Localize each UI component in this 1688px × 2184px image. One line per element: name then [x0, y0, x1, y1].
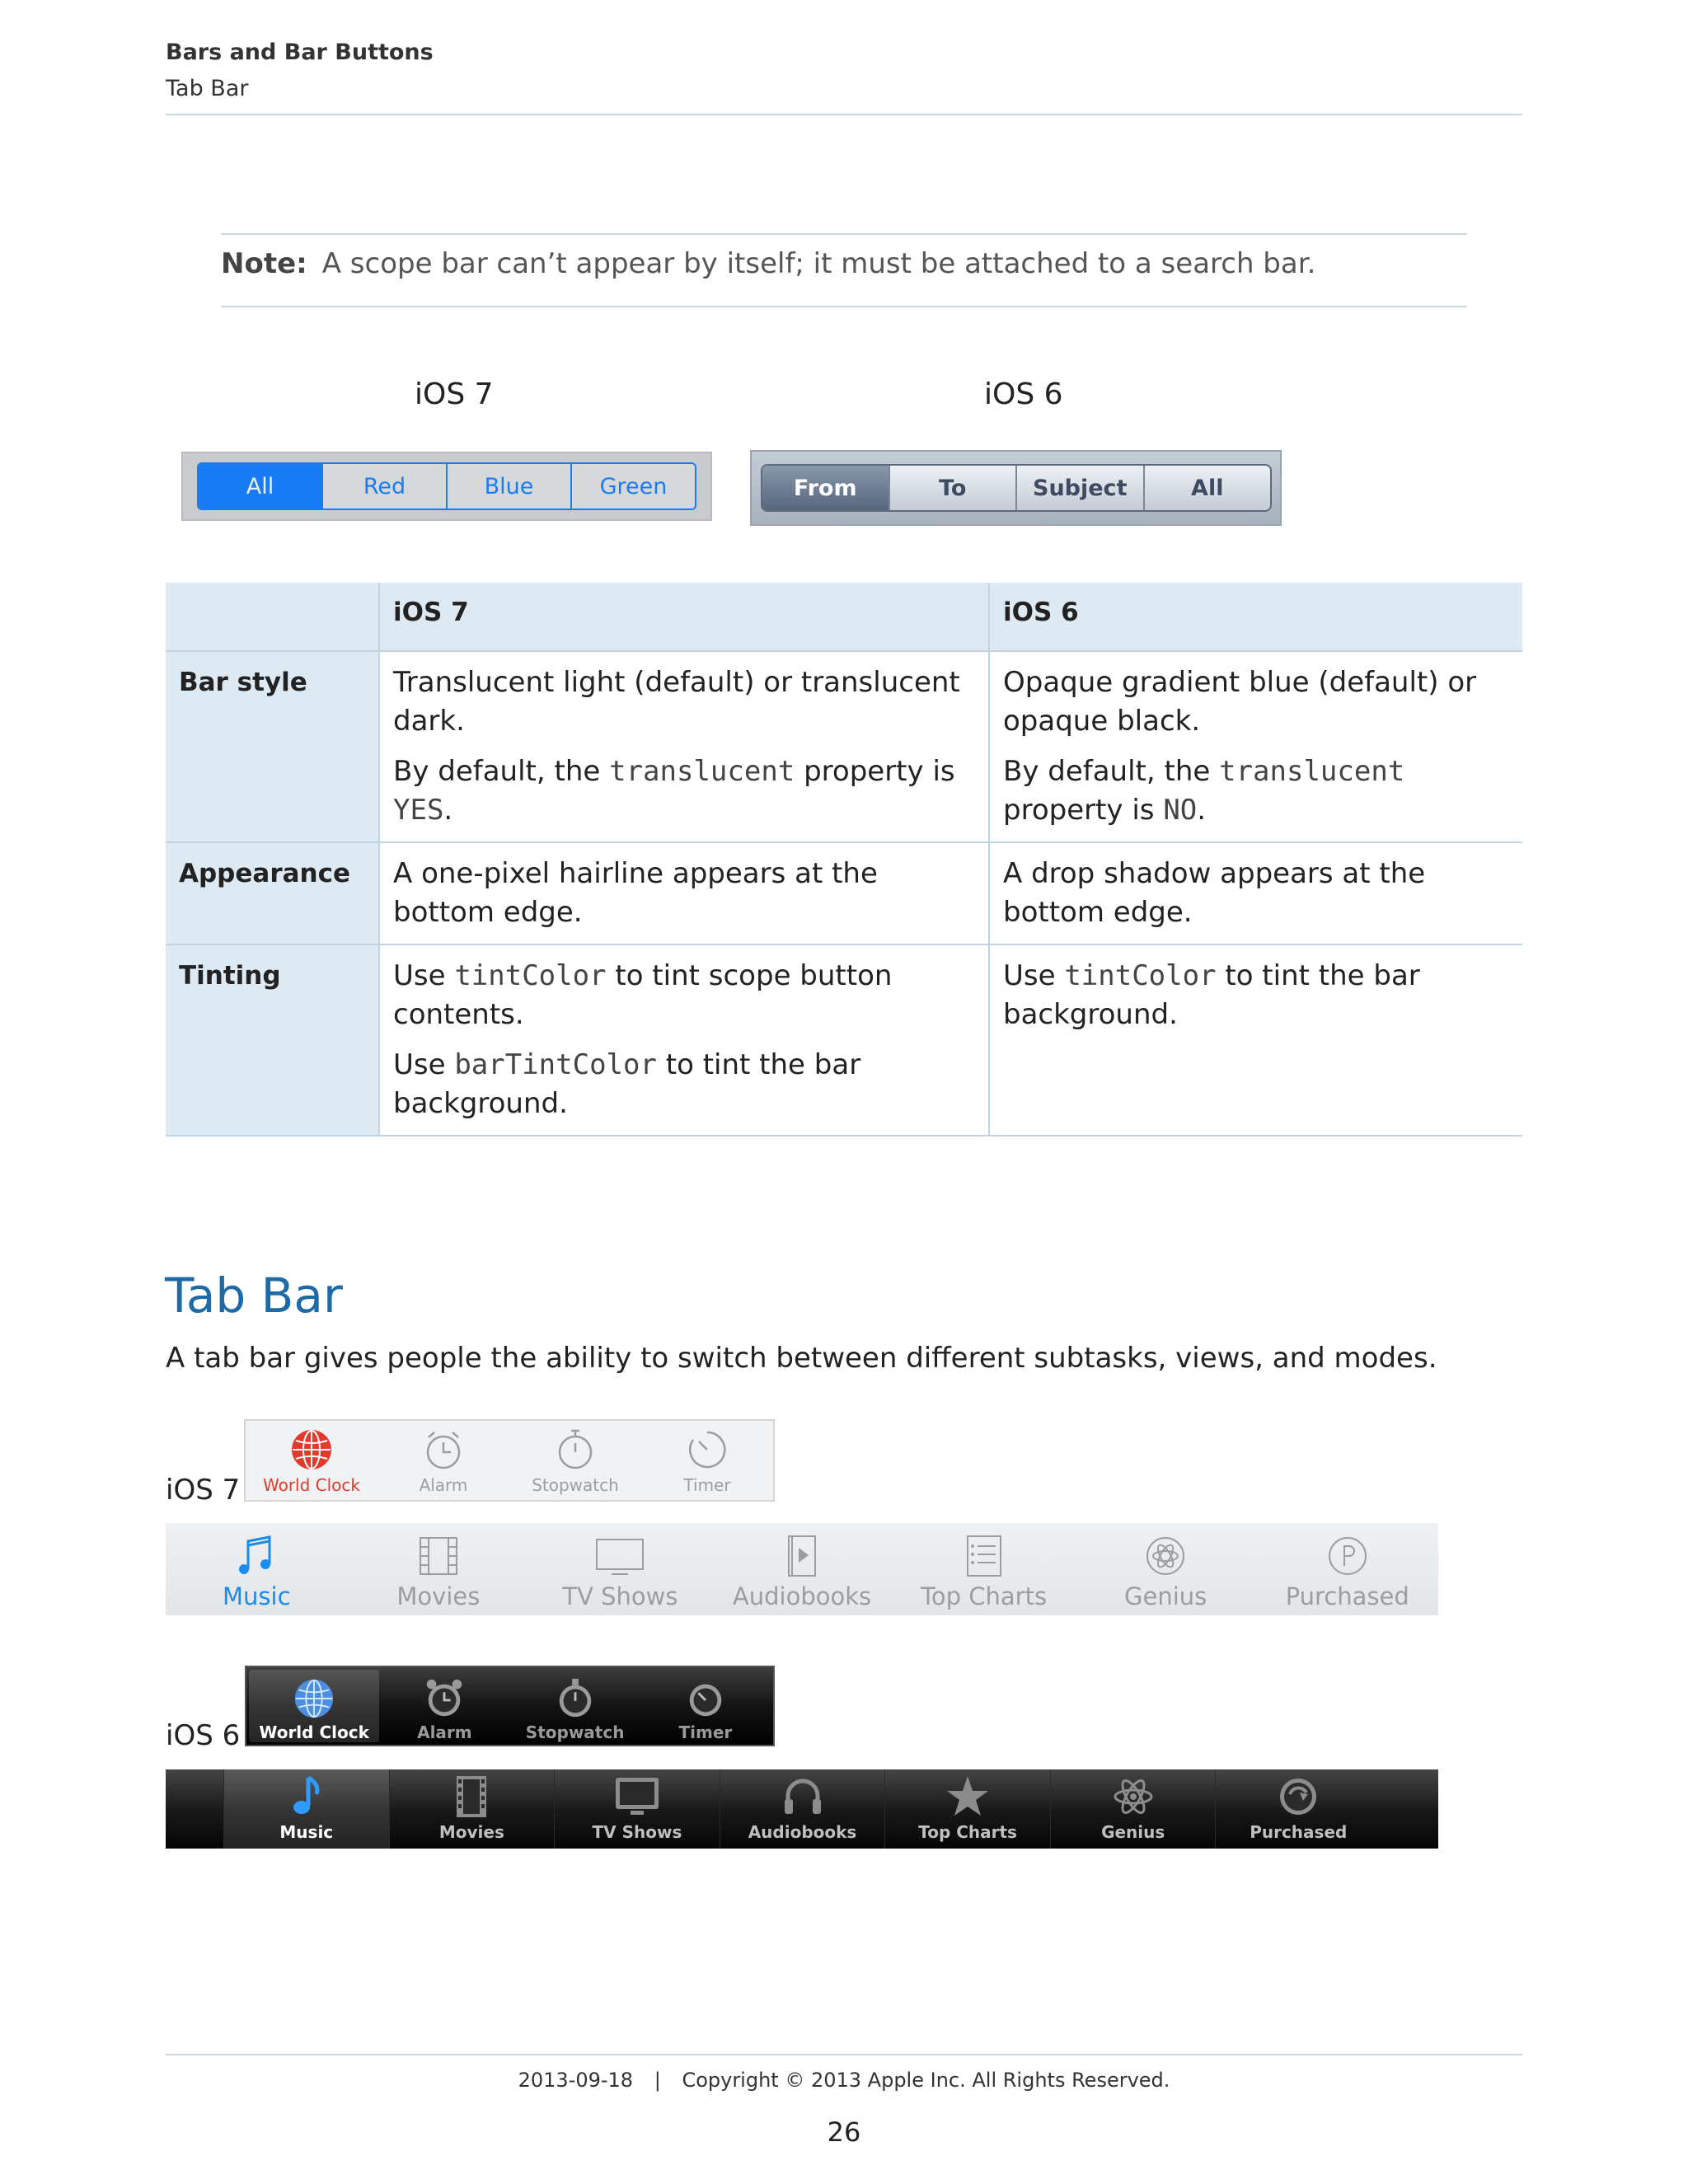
- tab-stopwatch[interactable]: [510, 1670, 640, 1742]
- tab-purchased[interactable]: [1215, 1769, 1381, 1849]
- globe-icon: [289, 1427, 334, 1472]
- tab-label: Alarm: [417, 1722, 472, 1742]
- scope-segment-green[interactable]: Green: [570, 464, 695, 509]
- star-icon: [945, 1773, 991, 1821]
- tab-tv-shows[interactable]: [554, 1769, 720, 1849]
- segmented-control: [197, 462, 696, 510]
- table-row: [166, 944, 1522, 1136]
- footer-separator: |: [654, 2069, 661, 2092]
- segmented-control: [761, 464, 1272, 512]
- scope-bar-ios7: [181, 452, 712, 521]
- scope-segment-red[interactable]: Red: [321, 464, 446, 509]
- note-top-rule: [221, 233, 1467, 235]
- section-heading: Tab Bar: [165, 1268, 343, 1324]
- tab-label: Genius: [1124, 1582, 1207, 1610]
- purchased-icon: [1325, 1533, 1371, 1579]
- scope-segment-all[interactable]: All: [199, 464, 321, 509]
- tv-icon: [593, 1533, 646, 1579]
- note: [221, 247, 1315, 280]
- cell-ios6-bar-style: [989, 651, 1522, 842]
- note-bottom-rule: [221, 306, 1467, 307]
- cell-text: By default, the translucent property is NO.: [1003, 755, 1405, 827]
- tab-stopwatch[interactable]: [509, 1421, 641, 1500]
- scope-ios6-label: iOS 6: [984, 377, 1063, 411]
- tabbar-ios6-label: iOS 6: [166, 1719, 241, 1752]
- cell-text: Use barTintColor to tint the bar background.: [393, 1048, 861, 1120]
- tab-music[interactable]: [223, 1769, 389, 1849]
- tab-bar-ios6-store: [166, 1769, 1438, 1849]
- table-header-empty: [166, 583, 379, 651]
- tab-label: Movies: [396, 1582, 481, 1610]
- cell-text: Use tintColor to tint the bar background.: [1003, 959, 1420, 1031]
- row-label-tinting: Tinting: [166, 944, 379, 1136]
- cell-text: A one-pixel hairline appears at the bottom edge.: [393, 857, 878, 929]
- tab-label: Stopwatch: [532, 1475, 619, 1495]
- timer-icon: [682, 1676, 729, 1721]
- tab-tv-shows[interactable]: [529, 1523, 711, 1615]
- alarm-clock-icon: [421, 1676, 467, 1721]
- tab-bar-ios7-store: [166, 1523, 1438, 1615]
- table-row: [166, 842, 1522, 944]
- tab-bar-ios7-clock: [244, 1419, 775, 1502]
- tab-label: Timer: [678, 1722, 733, 1742]
- film-strip-icon: [448, 1773, 495, 1821]
- section-lead: A tab bar gives people the ability to switch between different subtasks, views, and modes.: [166, 1342, 1437, 1375]
- scope-bar-ios6: [750, 450, 1282, 526]
- tab-movies[interactable]: [348, 1523, 530, 1615]
- doc-subsection-title: Tab Bar: [166, 76, 249, 101]
- stopwatch-icon: [552, 1676, 598, 1721]
- tab-genius[interactable]: [1050, 1769, 1216, 1849]
- tab-label: World Clock: [262, 1475, 360, 1495]
- row-label-appearance: Appearance: [166, 842, 379, 944]
- tab-label: Purchased: [1285, 1582, 1409, 1610]
- tab-alarm[interactable]: [379, 1670, 509, 1742]
- tab-world-clock[interactable]: [249, 1670, 379, 1742]
- table-header-ios7: iOS 7: [379, 583, 989, 651]
- tv-icon: [611, 1773, 663, 1821]
- table-header-ios6: iOS 6: [989, 583, 1522, 651]
- tab-label: Music: [223, 1582, 291, 1610]
- tab-label: Movies: [438, 1822, 504, 1842]
- music-note-icon: [233, 1533, 279, 1579]
- scope-segment-subject[interactable]: Subject: [1015, 466, 1143, 510]
- scope-ios7-label: iOS 7: [415, 377, 494, 411]
- note-label: Note:: [221, 247, 307, 280]
- list-icon: [961, 1533, 1007, 1579]
- tab-label: Audiobooks: [748, 1822, 857, 1842]
- table-header-row: [166, 583, 1522, 651]
- tab-timer[interactable]: [641, 1421, 773, 1500]
- tab-alarm[interactable]: [377, 1421, 509, 1500]
- table-row: [166, 651, 1522, 842]
- cell-text: Use tintColor to tint scope button contents.: [393, 959, 893, 1031]
- tab-music[interactable]: [166, 1523, 348, 1615]
- film-strip-icon: [415, 1533, 462, 1579]
- tab-audiobooks[interactable]: [720, 1769, 885, 1849]
- tab-label: Audiobooks: [732, 1582, 872, 1610]
- tab-label: Alarm: [419, 1475, 468, 1495]
- tab-label: Timer: [683, 1475, 731, 1495]
- tab-bar-ios6-clock: [245, 1666, 775, 1746]
- header-divider: [166, 114, 1522, 115]
- atom-icon: [1110, 1773, 1156, 1821]
- tab-label: Stopwatch: [525, 1722, 625, 1742]
- tab-label: Purchased: [1250, 1822, 1348, 1842]
- page-number: 26: [827, 2116, 861, 2148]
- atom-icon: [1142, 1533, 1189, 1579]
- scope-segment-blue[interactable]: Blue: [446, 464, 570, 509]
- tab-label: World Clock: [259, 1722, 369, 1742]
- scope-segment-to[interactable]: To: [889, 466, 1016, 510]
- tab-top-charts[interactable]: [884, 1769, 1050, 1849]
- cell-ios7-appearance: [379, 842, 989, 944]
- cell-ios7-bar-style: [379, 651, 989, 842]
- tab-timer[interactable]: [640, 1670, 771, 1742]
- tab-label: Top Charts: [921, 1582, 1048, 1610]
- note-text: A scope bar can’t appear by itself; it must be attached to a search bar.: [321, 247, 1316, 280]
- cell-text: By default, the translucent property is YES.: [393, 755, 955, 827]
- tab-label: Genius: [1101, 1822, 1165, 1842]
- tab-movies[interactable]: [389, 1769, 555, 1849]
- doc-section-title: Bars and Bar Buttons: [166, 40, 434, 65]
- purchased-icon: [1275, 1773, 1321, 1821]
- footer: [0, 2069, 1688, 2092]
- tabbar-ios7-label: iOS 7: [166, 1474, 241, 1507]
- stopwatch-icon: [553, 1427, 598, 1472]
- tab-label: Music: [279, 1822, 334, 1842]
- tab-top-charts[interactable]: [893, 1523, 1075, 1615]
- tab-audiobooks[interactable]: [711, 1523, 893, 1615]
- tab-purchased[interactable]: [1256, 1523, 1438, 1615]
- globe-icon: [291, 1676, 337, 1721]
- tab-label: TV Shows: [592, 1822, 682, 1842]
- footer-date: 2013-09-18: [518, 2069, 634, 2092]
- scope-segment-from[interactable]: From: [762, 466, 889, 510]
- footer-divider: [166, 2054, 1522, 2055]
- cell-text: A drop shadow appears at the bottom edge.: [1003, 857, 1426, 929]
- comparison-table: [166, 583, 1522, 1137]
- tab-world-clock[interactable]: [246, 1421, 377, 1500]
- headphones-icon: [780, 1773, 826, 1821]
- cell-ios7-tinting: [379, 944, 989, 1136]
- cell-ios6-appearance: [989, 842, 1522, 944]
- alarm-clock-icon: [421, 1427, 466, 1472]
- audiobook-icon: [779, 1533, 825, 1579]
- timer-icon: [685, 1427, 729, 1472]
- cell-text: Translucent light (default) or translucent dark.: [393, 666, 960, 738]
- footer-copyright: Copyright © 2013 Apple Inc. All Rights Reserved.: [682, 2069, 1170, 2092]
- row-label-bar-style: Bar style: [166, 651, 379, 842]
- scope-segment-all[interactable]: All: [1143, 466, 1271, 510]
- tab-label: Top Charts: [918, 1822, 1017, 1842]
- cell-ios6-tinting: [989, 944, 1522, 1136]
- music-note-icon: [284, 1773, 330, 1821]
- tab-genius[interactable]: [1075, 1523, 1257, 1615]
- cell-text: Opaque gradient blue (default) or opaque black.: [1003, 666, 1477, 738]
- tab-label: TV Shows: [562, 1582, 678, 1610]
